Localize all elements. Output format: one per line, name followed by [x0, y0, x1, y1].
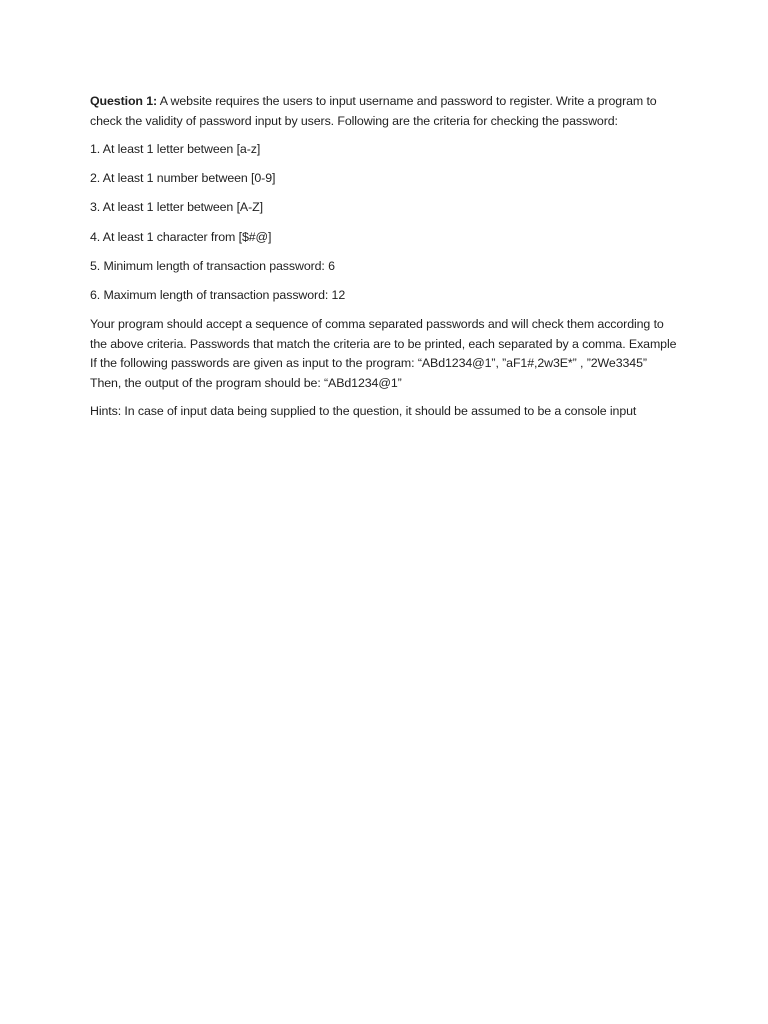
criteria-item-3: 3. At least 1 letter between [A-Z] [90, 200, 263, 215]
criteria-item-4: 4. At least 1 character from [$#@] [90, 229, 272, 244]
hints-paragraph: Hints: In case of input data being supplied to the question, it should be assumed to be a console input [90, 404, 637, 419]
criteria-list [90, 140, 680, 305]
question-label: Question 1: [90, 94, 158, 108]
criteria-item-6: 6. Maximum length of transaction password: 12 [90, 287, 346, 302]
criteria-item-1: 1. At least 1 letter between [a-z] [90, 142, 261, 156]
criteria-item-5: 5. Minimum length of transaction password: 6 [90, 258, 335, 273]
question-intro: A website requires the users to input username and password to register. Write a program to check the validity of password input by users. Following are the criteria for checking the password: [90, 94, 657, 128]
criteria-item-2: 2. At least 1 number between [0-9] [90, 171, 276, 186]
document-page [90, 92, 680, 431]
description-paragraph: Your program should accept a sequence of comma separated passwords and will check them according to the above criteria. Passwords that match the criteria are to be printed, each separated by a comma. Example If the following passwords are given as input to the program: “ABd1234@1”, ”aF1#,2w3E*” , ”2We3345” Then, the output of the program should be: “ABd1234@1” [90, 317, 677, 390]
question-paragraph [90, 92, 680, 131]
